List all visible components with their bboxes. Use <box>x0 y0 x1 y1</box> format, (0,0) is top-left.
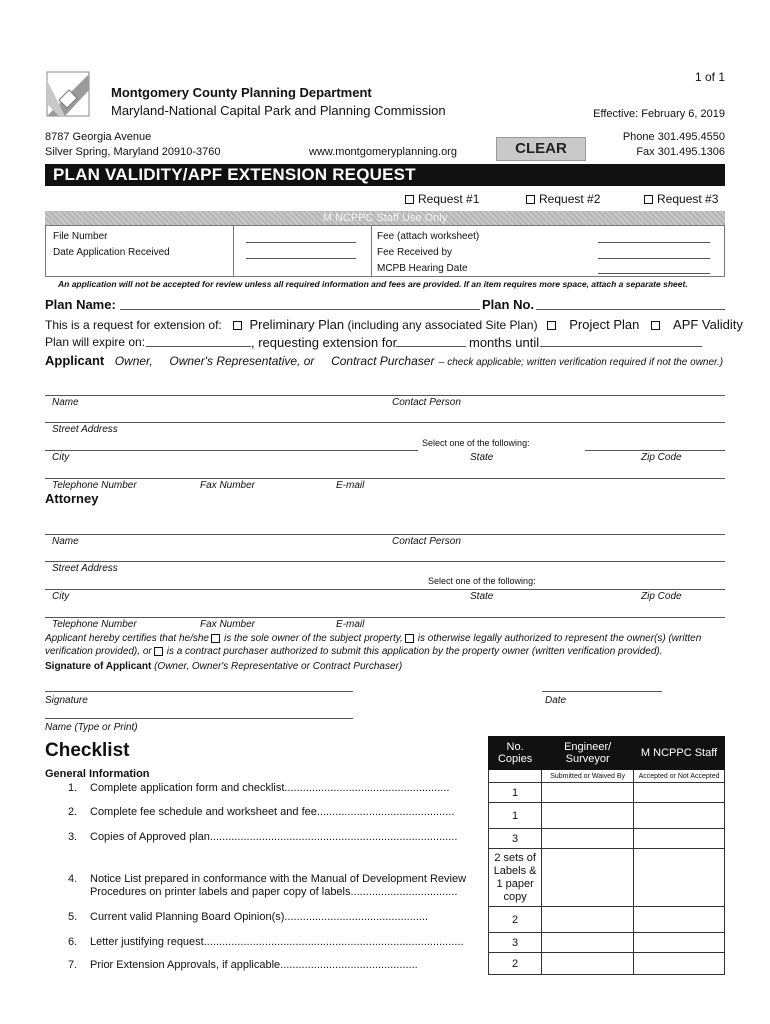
request-1[interactable]: Request #1 <box>403 192 479 206</box>
general-info-title: General Information <box>45 768 150 780</box>
checklist-num-2: 2. <box>68 806 78 818</box>
staff-3[interactable] <box>634 829 725 849</box>
website: www.montgomeryplanning.org <box>309 146 457 158</box>
copies-3: 3 <box>489 829 542 849</box>
date-field[interactable] <box>542 691 662 692</box>
attorney-title: Attorney <box>45 491 99 506</box>
request-3[interactable]: Request #3 <box>642 192 718 206</box>
signature-field[interactable] <box>45 691 353 692</box>
checklist-num-7: 7. <box>68 959 78 971</box>
months-field[interactable] <box>396 346 466 347</box>
checklist-num-6: 6. <box>68 936 78 948</box>
staff-6[interactable] <box>634 933 725 953</box>
copies-2: 1 <box>489 803 542 829</box>
checkbox-icon <box>644 195 653 204</box>
applicant-zip-label: Zip Code <box>641 452 682 463</box>
date-label: Date <box>545 695 567 706</box>
fee-received-field[interactable] <box>598 258 710 259</box>
checklist-item-3: Copies of Approved plan................................................................................. <box>90 831 458 843</box>
applicant-city-label: City <box>52 452 70 463</box>
applicant-tel-label: Telephone Number <box>52 480 137 491</box>
staff-use-box <box>45 225 725 277</box>
copies-6: 3 <box>489 933 542 953</box>
extension-row: This is a request for extension of: Preliminary Plan (including any associated Site Plan) Project Plan APF Validity <box>45 317 743 332</box>
checklist-num-5: 5. <box>68 911 78 923</box>
applicant-select-label: Select one of the following: <box>422 438 530 448</box>
staff-5[interactable] <box>634 907 725 933</box>
contract-purchaser-checkbox[interactable] <box>154 647 163 656</box>
fee-received-label: Fee Received by <box>377 247 453 258</box>
file-number-field[interactable] <box>246 242 356 243</box>
applicant-fax-label: Fax Number <box>200 480 256 491</box>
plan-name-label: Plan Name: <box>45 297 116 312</box>
attorney-fax-label: Fax Number <box>200 619 256 630</box>
certification-line2: verification provided), or is a contract purchaser authorized to submit this application by the property owner (written verification provided). <box>45 646 663 657</box>
hearing-date-label: MCPB Hearing Date <box>377 263 468 274</box>
address-line2: Silver Spring, Maryland 20910-3760 <box>45 146 221 158</box>
phone: Phone 301.495.4550 <box>622 131 725 143</box>
applicant-street-label: Street Address <box>52 424 118 435</box>
checklist-num-1: 1. <box>68 782 78 794</box>
file-number-label: File Number <box>53 231 108 242</box>
apf-validity-checkbox[interactable] <box>651 321 660 330</box>
sole-owner-checkbox[interactable] <box>211 634 220 643</box>
page-label: 1 of 1 <box>694 70 725 84</box>
engineer-3[interactable] <box>542 829 634 849</box>
col-engineer: Engineer/ Surveyor <box>542 737 634 770</box>
checklist-item-1: Complete application form and checklist...................................................... <box>90 782 450 794</box>
attorney-select-label: Select one of the following: <box>428 576 536 586</box>
engineer-6[interactable] <box>542 933 634 953</box>
hearing-date-field[interactable] <box>598 273 710 274</box>
attorney-contact-label: Contact Person <box>392 536 461 547</box>
staff-1[interactable] <box>634 783 725 803</box>
col-staff-sub: Accepted or Not Accepted <box>634 770 725 783</box>
date-received-label: Date Application Received <box>53 247 170 258</box>
col-copies: No. Copies <box>489 737 542 770</box>
checklist-item-2: Complete fee schedule and worksheet and fee............................................. <box>90 806 455 818</box>
clear-button[interactable]: CLEAR <box>496 137 586 161</box>
until-date-field[interactable] <box>540 346 702 347</box>
attorney-zip-label: Zip Code <box>641 591 682 602</box>
checklist-item-4: Notice List prepared in conformance with the Manual of Development Review <box>90 873 467 885</box>
applicant-row: Applicant Owner, Owner's Representative, or Contract Purchaser – check applicable; written verification required if not the owner.) <box>45 353 724 368</box>
project-plan-checkbox[interactable] <box>547 321 556 330</box>
engineer-4[interactable] <box>542 849 634 907</box>
checklist-table <box>488 736 725 975</box>
request-2[interactable]: Request #2 <box>524 192 600 206</box>
plan-no-label: Plan No. <box>482 297 535 312</box>
signature-label: Signature <box>45 695 88 706</box>
staff-2[interactable] <box>634 803 725 829</box>
checklist-num-3: 3. <box>68 831 78 843</box>
fee-label: Fee (attach worksheet) <box>377 231 480 242</box>
department-name: Montgomery County Planning Department <box>111 85 372 100</box>
fee-field[interactable] <box>598 242 710 243</box>
checklist-title: Checklist <box>45 740 130 761</box>
preliminary-plan-checkbox[interactable] <box>233 321 242 330</box>
engineer-1[interactable] <box>542 783 634 803</box>
authorized-checkbox[interactable] <box>405 634 414 643</box>
date-received-field[interactable] <box>246 258 356 259</box>
expire-label: Plan will expire on: <box>45 335 146 349</box>
effective-date: Effective: February 6, 2019 <box>593 108 725 120</box>
attorney-email-label: E-mail <box>336 619 365 630</box>
engineer-7[interactable] <box>542 953 634 975</box>
fax: Fax 301.495.1306 <box>636 146 725 158</box>
applicant-name-label: Name <box>52 397 79 408</box>
checklist-num-4: 4. <box>68 873 78 885</box>
checklist-item-5: Current valid Planning Board Opinion(s)............................................... <box>90 911 429 923</box>
staff-use-header: M NCPPC Staff Use Only <box>45 211 725 225</box>
checklist-item-6: Letter justifying request..................................................................................... <box>90 936 464 948</box>
print-name-label: Name (Type or Print) <box>45 722 138 733</box>
attorney-name-label: Name <box>52 536 79 547</box>
expire-date-field[interactable] <box>146 346 251 347</box>
plan-name-field[interactable] <box>120 309 480 310</box>
months-until-label: months until <box>469 335 540 350</box>
engineer-2[interactable] <box>542 803 634 829</box>
copies-4: 2 sets of Labels & 1 paper copy <box>489 849 542 907</box>
attorney-tel-label: Telephone Number <box>52 619 137 630</box>
planning-logo <box>45 70 91 118</box>
copies-5: 2 <box>489 907 542 933</box>
commission-name: Maryland-National Capital Park and Planning Commission <box>111 103 446 118</box>
engineer-5[interactable] <box>542 907 634 933</box>
applicant-contact-label: Contact Person <box>392 397 461 408</box>
requesting-label: , requesting extension for <box>251 335 397 350</box>
address-line1: 8787 Georgia Avenue <box>45 131 152 143</box>
attorney-state-label: State <box>470 591 494 602</box>
notice: An application will not be accepted for review unless all required information and fees are provided. If an item requires more space, attach a separate sheet. <box>58 279 688 289</box>
col-staff: M NCPPC Staff <box>634 737 725 770</box>
copies-1: 1 <box>489 783 542 803</box>
attorney-city-label: City <box>52 591 70 602</box>
copies-7: 2 <box>489 953 542 975</box>
checklist-item-4b: Procedures on printer labels and paper copy of labels................................... <box>90 886 458 898</box>
staff-7[interactable] <box>634 953 725 975</box>
certification-line1: Applicant hereby certifies that he/she is the sole owner of the subject property, is otherwise legally authorized to represent the owner(s) (written <box>45 633 702 644</box>
col-engineer-sub: Submitted or Waived By <box>542 770 634 783</box>
checkbox-icon <box>526 195 535 204</box>
print-name-field[interactable] <box>45 718 353 719</box>
applicant-state-label: State <box>470 452 494 463</box>
staff-4[interactable] <box>634 849 725 907</box>
form-title: PLAN VALIDITY/APF EXTENSION REQUEST <box>45 164 725 186</box>
checkbox-icon <box>405 195 414 204</box>
checklist-item-7: Prior Extension Approvals, if applicable............................................. <box>90 959 418 971</box>
signature-title: Signature of Applicant (Owner, Owner's Representative or Contract Purchaser) <box>45 661 403 672</box>
plan-no-field[interactable] <box>536 309 725 310</box>
applicant-email-label: E-mail <box>336 480 365 491</box>
attorney-street-label: Street Address <box>52 563 118 574</box>
